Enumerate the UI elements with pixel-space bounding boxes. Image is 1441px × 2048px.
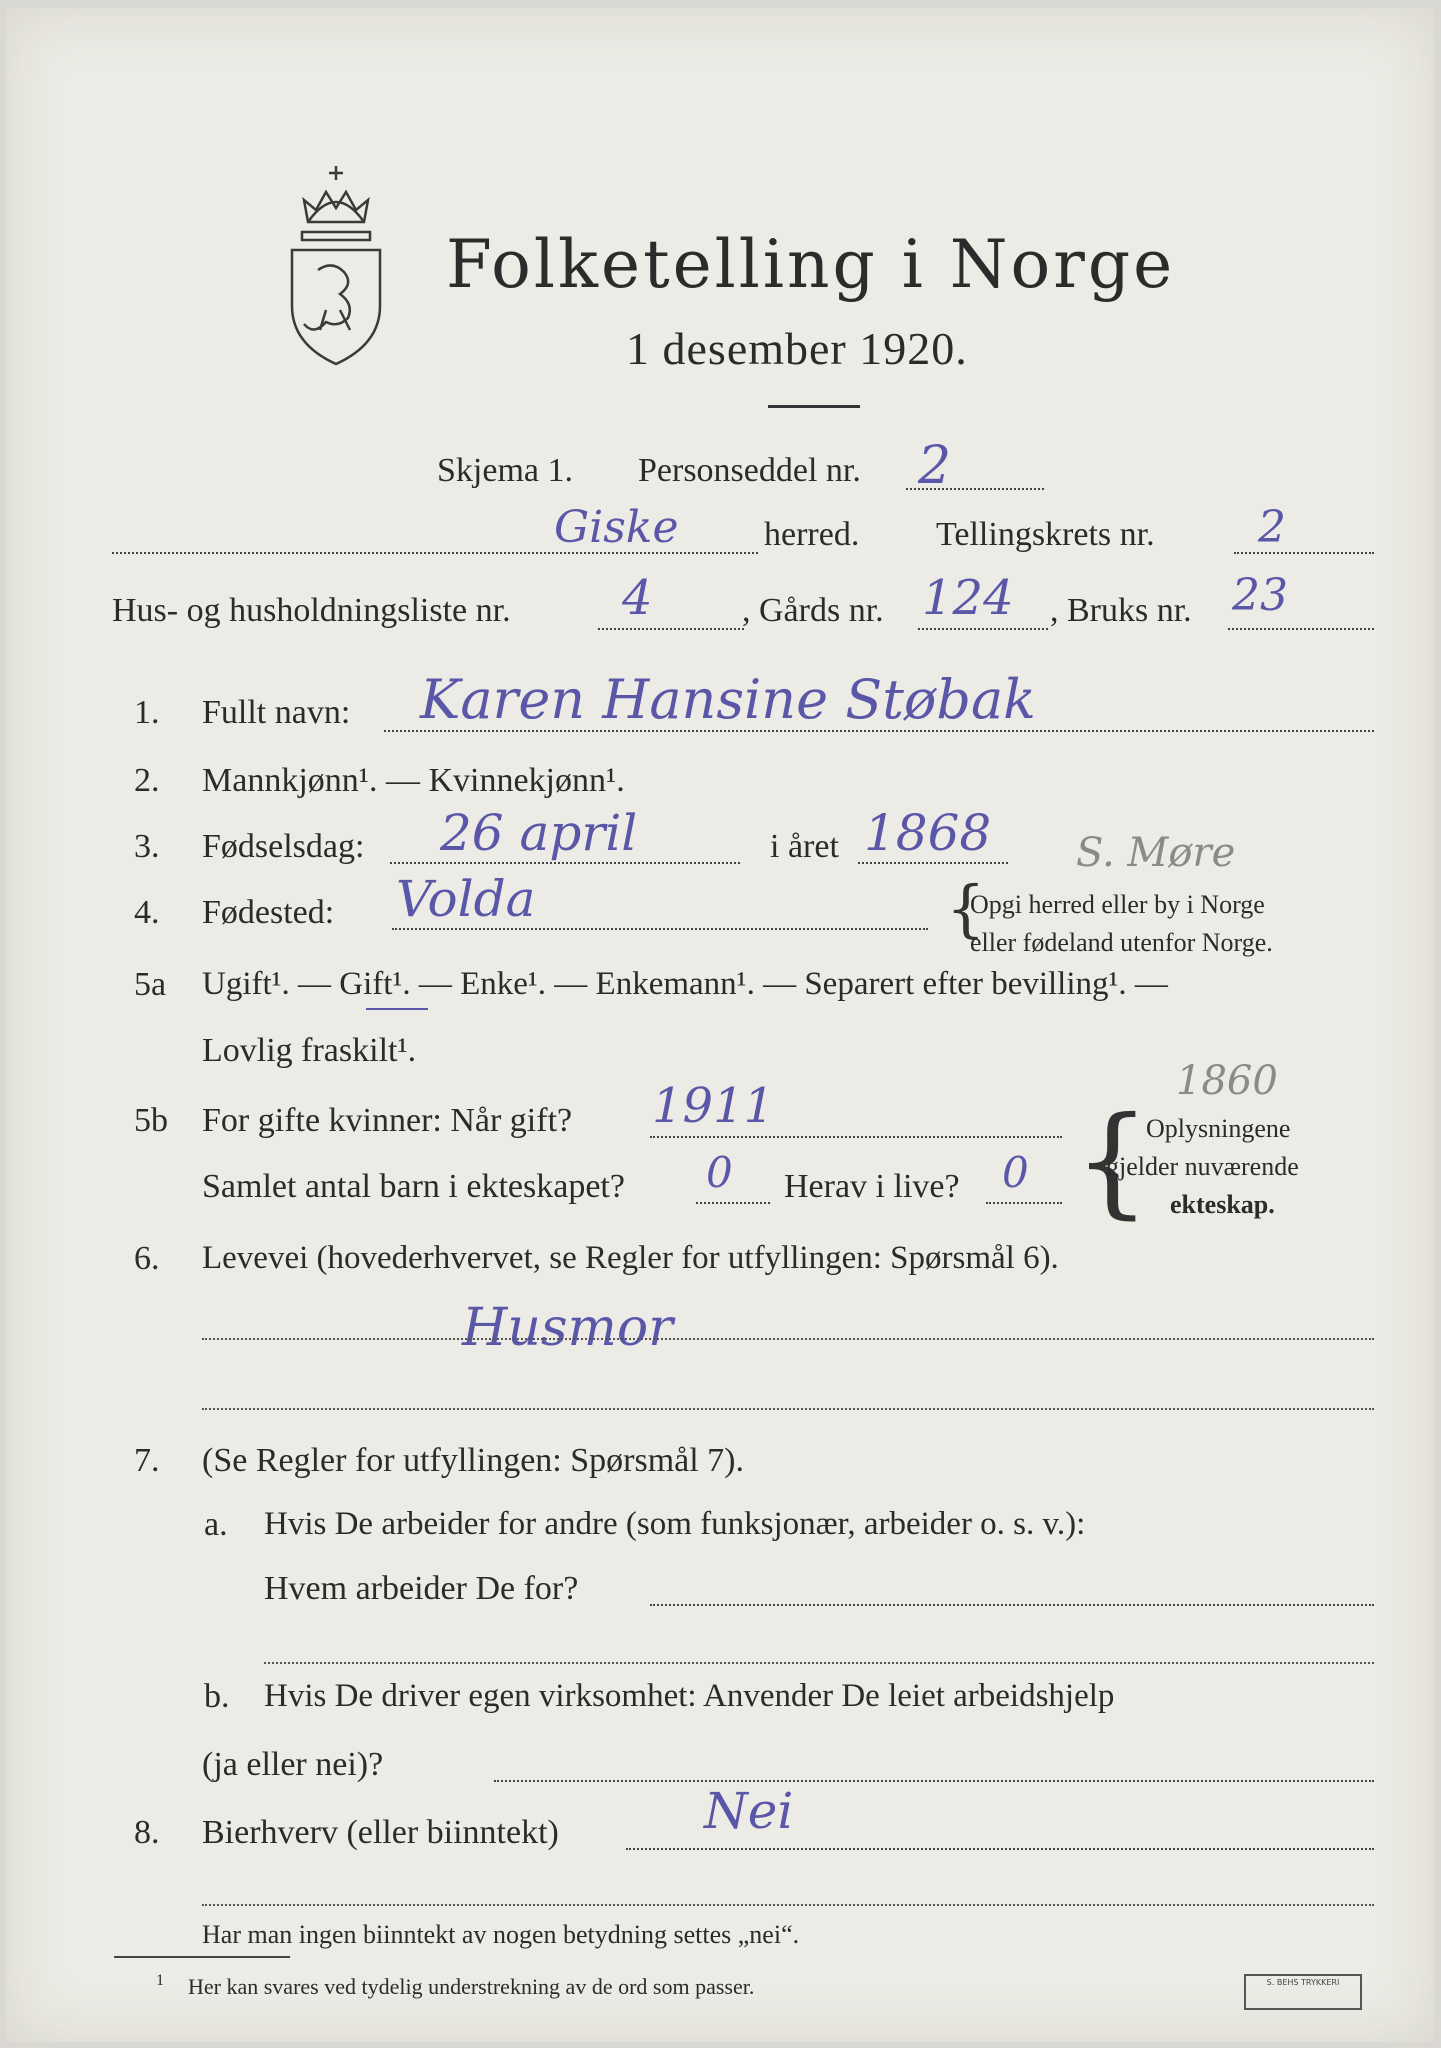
q7b-line1: Hvis De driver egen virksomhet: Anvender De leiet arbeidshjelp (264, 1678, 1115, 1714)
q7a-letter: a. (204, 1506, 228, 1543)
marriage-year-value[interactable]: 1911 (652, 1078, 775, 1134)
husliste-label: Hus- og husholdningsliste nr. (112, 592, 511, 629)
alive-dotted-line (986, 1202, 1062, 1204)
alive-count-value[interactable]: 0 (1002, 1148, 1029, 1197)
q2-number: 2. (134, 762, 160, 799)
q7a-dotted-line-2 (264, 1662, 1374, 1664)
q7a-line2: Hvem arbeider De for? (264, 1570, 579, 1607)
full-name-value[interactable]: Karen Hansine Støbak (420, 668, 1036, 731)
q8-number: 8. (134, 1814, 160, 1851)
q6-dotted-line-1 (202, 1338, 1374, 1340)
q4-brace: { (946, 872, 986, 945)
q8-label: Bierhverv (eller biinntekt) (202, 1814, 559, 1851)
pencil-note-1860: 1860 (1176, 1058, 1278, 1104)
footnote-rule (114, 1956, 290, 1958)
q3-number: 3. (134, 828, 160, 865)
marital-status-options-line2: Lovlig fraskilt¹. (202, 1032, 417, 1069)
q1-label: Fullt navn: (202, 694, 351, 731)
q1-number: 1. (134, 694, 160, 731)
q6-number: 6. (134, 1240, 160, 1277)
footer-note: Har man ingen biinntekt av nogen betydning settes „nei“. (202, 1920, 800, 1949)
coat-of-arms-icon (278, 160, 394, 370)
footnote-mark: 1 (156, 1972, 164, 1989)
tellingskrets-label: Tellingskrets nr. (936, 516, 1155, 553)
birth-year-value[interactable]: 1868 (864, 804, 992, 862)
q4-number: 4. (134, 894, 160, 931)
children-label: Samlet antal barn i ekteskapet? (202, 1168, 625, 1205)
alive-label: Herav i live? (784, 1168, 960, 1205)
q3-day-dotted-line (390, 862, 740, 864)
q6-label: Levevei (hovederhvervet, se Regler for utfyllingen: Spørsmål 6). (202, 1240, 1059, 1276)
birth-date-value[interactable]: 26 april (440, 804, 638, 862)
q6-dotted-line-2 (202, 1408, 1374, 1410)
q7b-dotted-line (494, 1780, 1374, 1782)
husliste-value[interactable]: 4 (622, 570, 653, 626)
husliste-dotted-line (598, 628, 744, 630)
personseddel-value[interactable]: 2 (918, 436, 952, 496)
occupation-value[interactable]: Husmor (462, 1298, 673, 1358)
q7b-line2: (ja eller nei)? (202, 1746, 384, 1783)
q5b-note-line3: ekteskap. (1170, 1190, 1275, 1219)
q4-note-line2: eller fødeland utenfor Norge. (970, 928, 1273, 957)
q3-label: Fødselsdag: (202, 828, 365, 865)
tellingskrets-value[interactable]: 2 (1258, 502, 1286, 553)
children-dotted-line (696, 1202, 770, 1204)
herred-label: herred. (764, 516, 860, 553)
bruks-value[interactable]: 23 (1232, 570, 1288, 621)
q2-label: Mannkjønn¹. — Kvinnekjønn¹. (202, 762, 625, 799)
gards-dotted-line (918, 628, 1048, 630)
q5b-note-line1: Oplysningene (1146, 1114, 1291, 1143)
marital-status-options: Ugift¹. — Gift¹. — Enke¹. — Enkemann¹. — Separert efter bevilling¹. — (202, 966, 1168, 1002)
q3-year-label: i året (770, 828, 839, 865)
gards-label: , Gårds nr. (742, 592, 884, 629)
document-date: 1 desember 1920. (626, 323, 968, 374)
q5b-label: For gifte kvinner: Når gift? (202, 1102, 573, 1139)
q7a-dotted-line (650, 1604, 1374, 1606)
side-income-value[interactable]: Nei (704, 1782, 794, 1840)
gards-value[interactable]: 124 (922, 570, 1014, 626)
herred-value[interactable]: Giske (554, 502, 679, 553)
q4-dotted-line (392, 928, 928, 930)
q5b-brace: { (1074, 1092, 1151, 1231)
personseddel-label: Personseddel nr. (638, 452, 861, 489)
printer-stamp: S. BEHS TRYKKERI (1244, 1974, 1362, 2010)
q8-dotted-line-2 (202, 1904, 1374, 1906)
title-divider (768, 405, 860, 408)
document-title: Folketelling i Norge (446, 226, 1176, 303)
bruks-label: , Bruks nr. (1050, 592, 1192, 629)
q7-label: (Se Regler for utfyllingen: Spørsmål 7). (202, 1442, 745, 1479)
q5b-dotted-line (650, 1136, 1062, 1138)
q5b-number: 5b (134, 1102, 168, 1139)
tellingskrets-dotted-line (1234, 552, 1374, 554)
children-count-value[interactable]: 0 (706, 1148, 733, 1197)
q3-year-dotted-line (858, 862, 1008, 864)
birth-region-pencil-note: S. Møre (1076, 830, 1236, 876)
bruks-dotted-line (1228, 628, 1374, 630)
q7-number: 7. (134, 1442, 160, 1479)
q4-note-line1: Opgi herred eller by i Norge (970, 890, 1265, 919)
q4-label: Fødested: (202, 894, 335, 931)
q7a-line1: Hvis De arbeider for andre (som funksjonær, arbeider o. s. v.): (264, 1506, 1086, 1542)
gift-underline-mark (366, 1008, 428, 1010)
q8-dotted-line (626, 1848, 1374, 1850)
schema-label: Skjema 1. (437, 452, 573, 489)
census-form-page (6, 8, 1434, 2042)
q7b-letter: b. (204, 1678, 230, 1715)
birthplace-value[interactable]: Volda (396, 870, 536, 928)
q5b-note-line2: gjelder nuværende (1106, 1152, 1299, 1181)
footnote-text: Her kan svares ved tydelig understrekning av de ord som passer. (188, 1974, 755, 1999)
q5a-number: 5a (134, 966, 167, 1003)
